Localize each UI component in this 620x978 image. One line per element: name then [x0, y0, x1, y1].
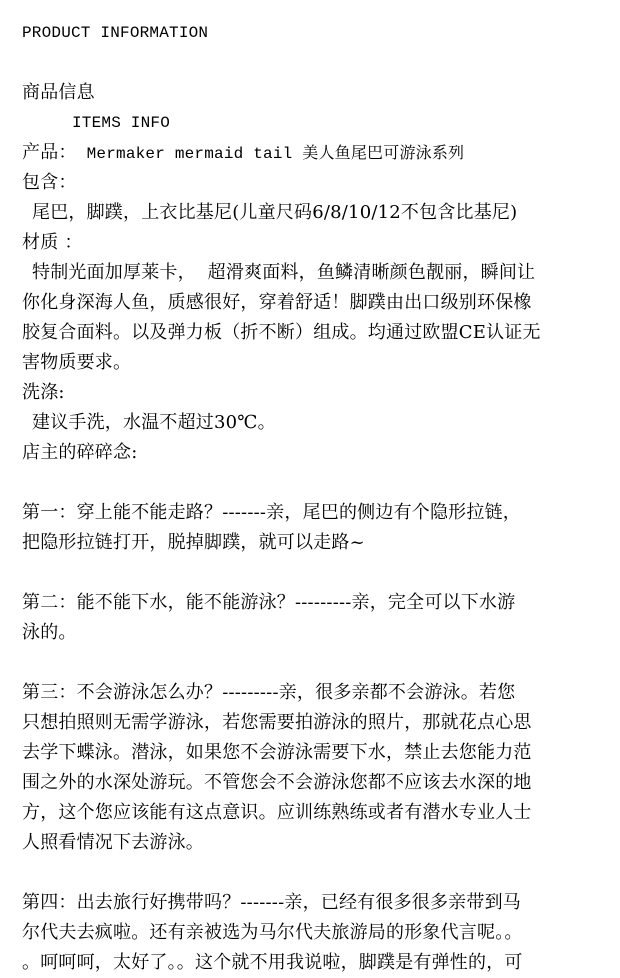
note-q1-line: 第一：穿上能不能走路？-------亲，尾巴的侧边有个隐形拉链，: [22, 502, 521, 523]
washing-label: 洗涤:: [22, 382, 65, 403]
material-label: 材质 ：: [22, 232, 83, 253]
note-q3-line: 人照看情况下去游泳。: [22, 832, 204, 853]
material-line: 胶复合面料。以及弹力板（折不断）组成。均通过欧盟CE认证无: [22, 322, 541, 343]
material-line: 害物质要求。: [22, 352, 132, 373]
washing-value: 建议手洗，水温不超过30℃。: [32, 412, 276, 433]
notes-label: 店主的碎碎念:: [22, 442, 138, 463]
note-q4-line: 第四：出去旅行好携带吗？-------亲，已经有很多很多亲带到马: [22, 892, 521, 913]
contents-value: 尾巴，脚蹼，上衣比基尼(儿童尺码6/8/10/12不包含比基尼): [32, 202, 518, 223]
section-title-en: ITEMS INFO: [72, 114, 171, 132]
note-q4-line: 尔代夫去疯啦。还有亲被选为马尔代夫旅游局的形象代言呢。。: [22, 922, 523, 943]
section-title-cn: 商品信息: [22, 82, 95, 103]
product-row: [22, 138, 464, 168]
note-q3-line: 去学下蝶泳。潜泳，如果您不会游泳需要下水，禁止去您能力范: [22, 742, 532, 763]
note-q3-line: 只想拍照则无需学游泳，若您需要拍游泳的照片，那就花点心思: [22, 712, 532, 733]
note-q1-line: 把隐形拉链打开，脱掉脚蹼，就可以走路~: [22, 532, 365, 553]
contents-label: 包含：: [22, 172, 77, 193]
note-q3-line: 围之外的水深处游玩。不管您会不会游泳您都不应该去水深的地: [22, 772, 532, 793]
note-q2-line: 泳的。: [22, 622, 77, 643]
product-label: 产品：: [22, 142, 77, 163]
note-q3-line: 方，这个您应该能有这点意识。应训练熟练或者有潜水专业人士: [22, 802, 532, 823]
note-q2-line: 第二：能不能下水，能不能游泳？---------亲，完全可以下水游: [22, 592, 516, 613]
note-q3-line: 第三：不会游泳怎么办？---------亲，很多亲都不会游泳。若您: [22, 682, 516, 703]
product-name: Mermaker mermaid tail 美人鱼尾巴可游泳系列: [86, 145, 465, 163]
page-title: PRODUCT INFORMATION: [22, 24, 209, 42]
material-line: 特制光面加厚莱卡， 超滑爽面料，鱼鳞清晰颜色靓丽，瞬间让: [32, 262, 536, 283]
material-line: 你化身深海人鱼，质感很好，穿着舒适！脚蹼由出口级别环保橡: [22, 292, 532, 313]
note-q4-line: 。呵呵呵，太好了。。这个就不用我说啦，脚蹼是有弹性的，可: [22, 952, 523, 973]
